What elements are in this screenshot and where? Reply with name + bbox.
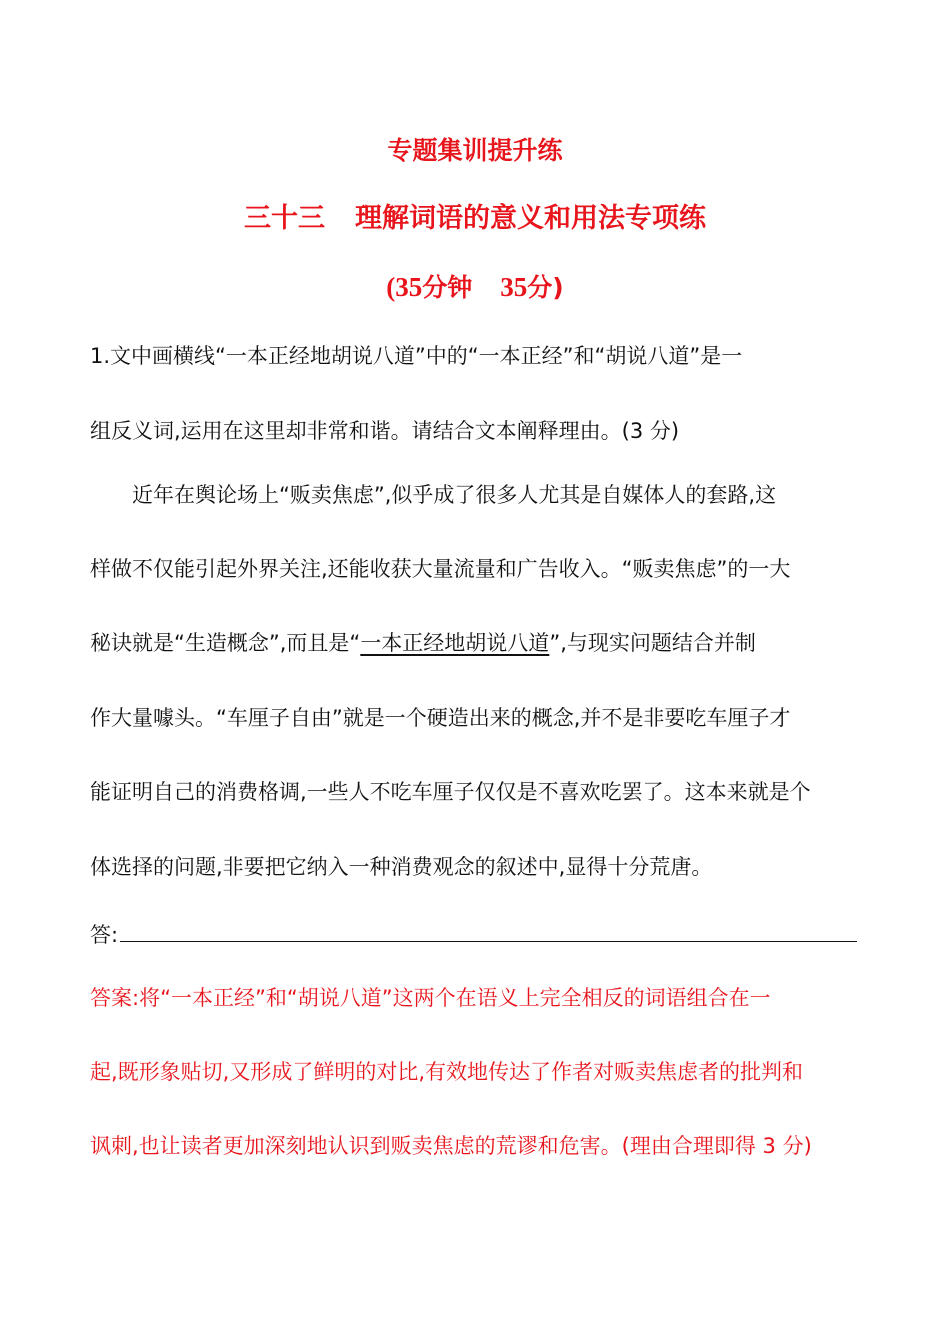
passage-line-3-end: ”,与现实问题结合并制	[549, 631, 756, 655]
question-line-1: 1.文中画横线“一本正经地胡说八道”中的“一本正经”和“胡说八道”是一	[90, 344, 743, 368]
paren-open: (	[386, 272, 396, 302]
answer-line-1: 答案:将“一本正经”和“胡说八道”这两个在语义上完全相反的词语组合在一	[90, 986, 771, 1010]
exercise-title	[0, 200, 950, 238]
time-unit: 分钟	[422, 273, 473, 302]
score-unit: 分)	[527, 273, 564, 302]
question-line-2: 组反义词,运用在这里却非常和谐。请结合文本阐释理由。(3 分)	[90, 419, 680, 443]
passage-line-2: 样做不仅能引起外界关注,还能收获大量流量和广告收入。“贩卖焦虑”的一大	[90, 557, 791, 581]
time-value: 35	[395, 272, 423, 302]
passage-line-1: 近年在舆论场上“贩卖焦虑”,似乎成了很多人尤其是自媒体人的套路,这	[132, 483, 777, 507]
section-title: 专题集训提升练	[387, 136, 563, 165]
underlined-phrase: 一本正经地胡说八道	[360, 631, 550, 655]
exercise-topic: 理解词语的意义和用法专项练	[355, 203, 706, 234]
answer-line-3: 讽刺,也让读者更加深刻地认识到贩卖焦虑的荒谬和危害。(理由合理即得 3 分)	[90, 1134, 812, 1158]
answer-line-2: 起,既形象贴切,又形成了鲜明的对比,有效地传达了作者对贩卖焦虑者的批判和	[90, 1060, 804, 1084]
exercise-number: 三十三	[244, 203, 325, 234]
score-value: 35	[500, 272, 528, 302]
time-score-info	[0, 268, 950, 307]
passage-line-3-start: 秘诀就是“生造概念”,而且是“	[90, 631, 361, 655]
passage-line-4: 作大量噱头。“车厘子自由”就是一个硬造出来的概念,并不是非要吃车厘子才	[90, 706, 791, 730]
answer-blank-line	[120, 941, 857, 942]
passage-line-5: 能证明自己的消费格调,一些人不吃车厘子仅仅是不喜欢吃罢了。这本来就是个	[90, 780, 811, 804]
answer-prompt: 答:	[90, 923, 119, 947]
passage-line-3	[90, 628, 860, 658]
passage-line-6: 体选择的问题,非要把它纳入一种消费观念的叙述中,显得十分荒唐。	[90, 855, 713, 879]
